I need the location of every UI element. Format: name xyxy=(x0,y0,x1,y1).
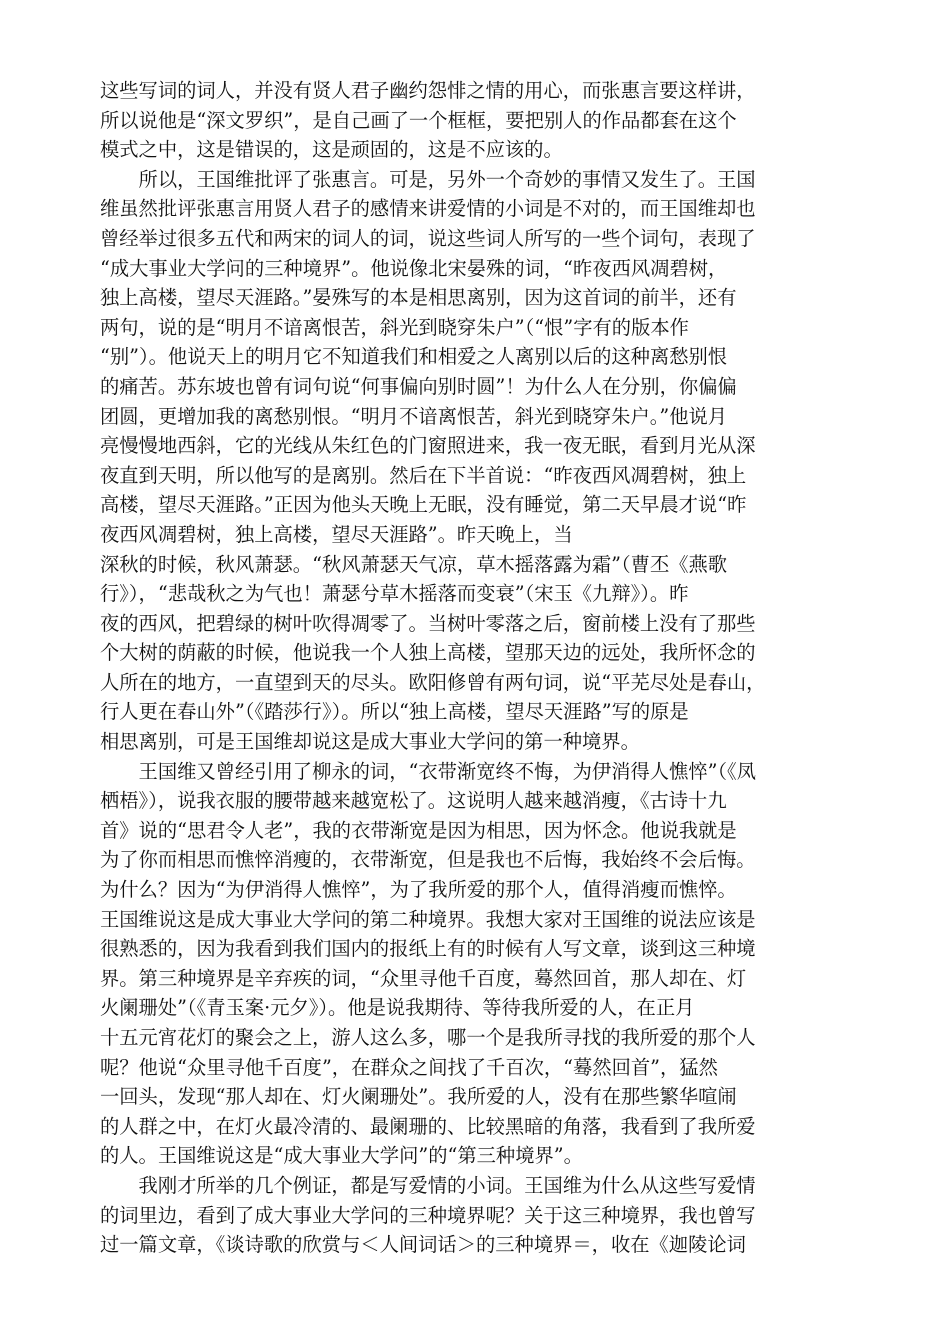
text-line: 亮慢慢地西斜，它的光线从朱红色的门窗照进来，我一夜无眠，看到月光从深 xyxy=(100,434,756,458)
text-line: 个大树的荫蔽的时候，他说我一个人独上高楼，望那天边的远处，我所怀念的 xyxy=(100,641,756,665)
text-line: 行人更在春山外”（《踏莎行》）。所以“独上高楼，望尽天涯路”写的原是 xyxy=(100,700,689,724)
text-line: 高楼，望尽天涯路。”正因为他头天晚上无眠，没有睡觉，第二天早晨才说“昨 xyxy=(100,493,747,517)
text-line: 夜西风凋碧树，独上高楼，望尽天涯路”。昨天晚上，当 xyxy=(100,522,573,546)
text-line: 夜直到天明，所以他写的是离别。然后在下半首说：“昨夜西风凋碧树，独上 xyxy=(100,463,747,487)
text-line: 行》），“悲哉秋之为气也！萧瑟兮草木摇落而变衰”（宋玉《九辩》）。昨 xyxy=(100,582,689,606)
text-line: 王国维又曾经引用了柳永的词，“衣带渐宽终不悔，为伊消得人憔悴”（《凤 xyxy=(100,759,756,783)
text-line: 的痛苦。苏东坡也曾有词句说“何事偏向别时圆”！为什么人在分别，你偏偏 xyxy=(100,374,737,398)
text-line: 的人群之中，在灯火最冷清的、最阑珊的、比较黑暗的角落，我看到了我所爱 xyxy=(100,1114,756,1138)
text-line: “别”）。他说天上的明月它不知道我们和相爱之人离别以后的这种离愁别恨 xyxy=(100,345,728,369)
text-line: 团圆，更增加我的离愁别恨。“明月不谙离恨苦，斜光到晓穿朱户。”他说月 xyxy=(100,404,728,428)
text-line: 王国维说这是成大事业大学问的第二种境界。我想大家对王国维的说法应该是 xyxy=(100,907,756,931)
text-line: 十五元宵花灯的聚会之上，游人这么多，哪一个是我所寻找的我所爱的那个人 xyxy=(100,1026,756,1049)
text-line: 人所在的地方，一直望到天的尽头。欧阳修曾有两句词，说“平芜尽处是春山， xyxy=(100,670,766,694)
text-line: 模式之中，这是错误的，这是顽固的，这是不应该的。 xyxy=(100,138,563,162)
text-line: 过一篇文章，《谈诗歌的欣赏与＜人间词话＞的三种境界＝，收在《迦陵论词 xyxy=(100,1233,746,1257)
text-line: 夜的西风，把碧绿的树叶吹得凋零了。当树叶零落之后，窗前楼上没有了那些 xyxy=(100,611,756,635)
text-line: 的词里边，看到了成大事业大学问的三种境界呢？关于这三种境界，我也曾写 xyxy=(100,1203,756,1227)
text-line: 我刚才所举的几个例证，都是写爱情的小词。王国维为什么从这些写爱情 xyxy=(100,1173,756,1197)
text-line: “成大事业大学问的三种境界”。他说像北宋晏殊的词，“昨夜西风凋碧树， xyxy=(100,256,728,280)
text-line: 一回头，发现“那人却在、灯火阑珊处”。我所爱的人，没有在那些繁华喧闹 xyxy=(100,1085,737,1109)
text-line: 为了你而相思而憔悴消瘦的，衣带渐宽，但是我也不后悔，我始终不会后悔。 xyxy=(100,848,756,872)
text-line: 所以，王国维批评了张惠言。可是，另外一个奇妙的事情又发生了。王国 xyxy=(100,167,756,191)
text-line: 曾经举过很多五代和两宋的词人的词，说这些词人所写的一些个词句，表现了 xyxy=(100,226,756,250)
text-line: 所以说他是“深文罗织”，是自己画了一个框框，要把别人的作品都套在这个 xyxy=(100,108,737,132)
text-line: 界。第三种境界是辛弃疾的词，“众里寻他千百度，蓦然回首，那人却在、灯 xyxy=(100,966,747,990)
text-line: 相思离别，可是王国维却说这是成大事业大学问的第一种境界。 xyxy=(100,730,640,754)
document-page xyxy=(100,76,852,1260)
text-line: 火阑珊处”（《青玉案·元夕》）。他是说我期待、等待我所爱的人，在正月 xyxy=(100,996,695,1020)
text-line: 的人。王国维说这是“成大事业大学问”的“第三种境界”。 xyxy=(100,1144,583,1168)
text-line: 首》说的“思君令人老”，我的衣带渐宽是因为相思，因为怀念。他说我就是 xyxy=(100,818,737,842)
text-line: 呢？他说“众里寻他千百度”，在群众之间找了千百次，“蓦然回首”，猛然 xyxy=(100,1055,718,1079)
text-line: 栖梧》），说我衣服的腰带越来越宽松了。这说明人越来越消瘦，《古诗十九 xyxy=(100,789,727,813)
text-line: 维虽然批评张惠言用贤人君子的感情来讲爱情的小词是不对的，而王国维却也 xyxy=(100,197,756,221)
text-line: 深秋的时候，秋风萧瑟。“秋风萧瑟天气凉，草木摇落露为霜”（曹丕《燕歌 xyxy=(100,552,728,576)
text-line: 很熟悉的，因为我看到我们国内的报纸上有的时候有人写文章，谈到这三种境 xyxy=(100,937,756,961)
text-line: 为什么？因为“为伊消得人憔悴”，为了我所爱的那个人，值得消瘦而憔悴。 xyxy=(100,878,737,902)
text-line: 这些写词的词人，并没有贤人君子幽约怨悱之情的用心，而张惠言要这样讲， xyxy=(100,79,756,102)
text-line: 两句，说的是“明月不谙离恨苦，斜光到晓穿朱户”（“恨”字有的版本作 xyxy=(100,315,689,339)
text-line: 独上高楼，望尽天涯路。”晏殊写的本是相思离别，因为这首词的前半，还有 xyxy=(100,286,737,310)
